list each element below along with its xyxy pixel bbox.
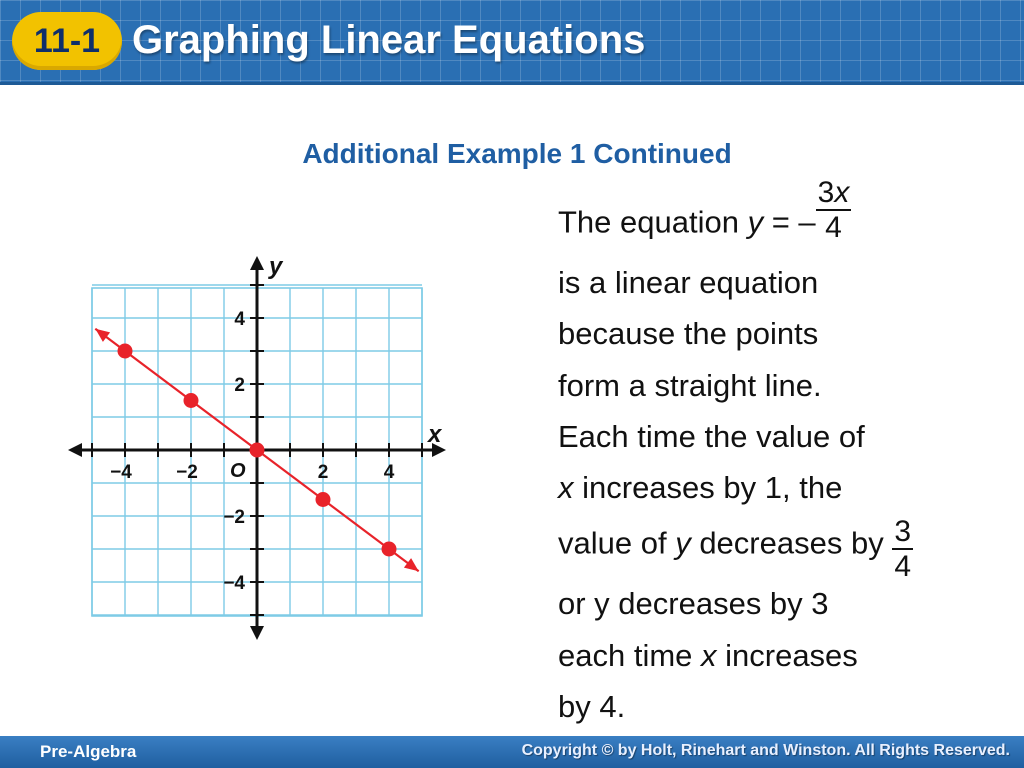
numerator-variable: x: [834, 176, 850, 209]
text-segment: increases by 1, the: [573, 470, 843, 506]
coordinate-graph: [60, 248, 460, 648]
y-tick-label: −2: [223, 507, 245, 528]
y-tick-label: 2: [234, 375, 245, 396]
fraction-denominator: 4: [825, 211, 842, 244]
explanation-line-8: or y decreases by 3: [558, 586, 829, 622]
data-point: [184, 393, 199, 408]
lesson-badge: 11-1: [12, 12, 122, 70]
data-point: [382, 542, 397, 557]
lesson-title: Graphing Linear Equations: [132, 18, 646, 62]
title-banner: [0, 0, 1024, 85]
fraction-numerator: 3: [894, 515, 911, 549]
data-point: [118, 344, 133, 359]
fraction-3x-over-4: [816, 178, 852, 243]
text-segment: decreases by: [690, 526, 893, 562]
variable-y: y: [675, 526, 691, 562]
y-axis-arrow-up: [250, 256, 264, 270]
y-tick-label: −4: [223, 573, 245, 594]
fraction-denominator: 4: [894, 550, 911, 584]
y-axis-label: y: [269, 253, 283, 280]
explanation-line-9: [558, 630, 1018, 681]
explanation-line-5: Each time the value of: [558, 418, 865, 454]
fraction-3-over-4: [892, 517, 913, 582]
explanation-line-2: is a linear equation: [558, 265, 819, 300]
variable-x: x: [558, 470, 574, 506]
text-segment: = –: [763, 204, 816, 240]
variable-x: x: [701, 637, 717, 673]
course-name: Pre-Algebra: [40, 742, 137, 761]
x-tick-label: −2: [176, 462, 198, 483]
explanation-line-10: by 4.: [558, 689, 626, 725]
y-tick-label: 4: [234, 309, 245, 330]
explanation-line-6: [558, 462, 1018, 513]
x-tick-label: 2: [317, 462, 329, 483]
text-segment: each time: [558, 637, 702, 673]
series-line-arrow-start: [95, 329, 110, 342]
data-point: [250, 443, 265, 458]
text-segment: The equation: [558, 204, 748, 240]
series-line-arrow-end: [404, 558, 419, 571]
x-tick-label: 4: [383, 462, 395, 483]
origin-label: O: [230, 460, 246, 482]
explanation-line-4: form a straight line.: [558, 367, 822, 403]
text-segment: value of: [558, 526, 676, 562]
x-axis-arrow-left: [68, 443, 82, 457]
explanation-line-3: because the points: [558, 316, 819, 352]
footer-bar: [0, 736, 1024, 768]
data-point: [316, 492, 331, 507]
explanation-line-7: [558, 513, 1018, 584]
copyright-notice: Copyright © by Holt, Rinehart and Winston. All Rights Reserved.: [521, 742, 1010, 759]
x-axis-label: x: [428, 421, 442, 448]
text-segment: increases: [716, 637, 858, 673]
explanation-text: [558, 176, 1018, 732]
example-subtitle: Additional Example 1 Continued: [302, 138, 732, 169]
explanation-line-1: [558, 176, 1018, 257]
fraction-numerator: [816, 178, 852, 211]
numerator-coefficient: 3: [817, 176, 835, 209]
variable-y: y: [747, 204, 764, 240]
x-tick-label: −4: [110, 462, 132, 483]
y-axis-arrow-down: [250, 626, 264, 640]
